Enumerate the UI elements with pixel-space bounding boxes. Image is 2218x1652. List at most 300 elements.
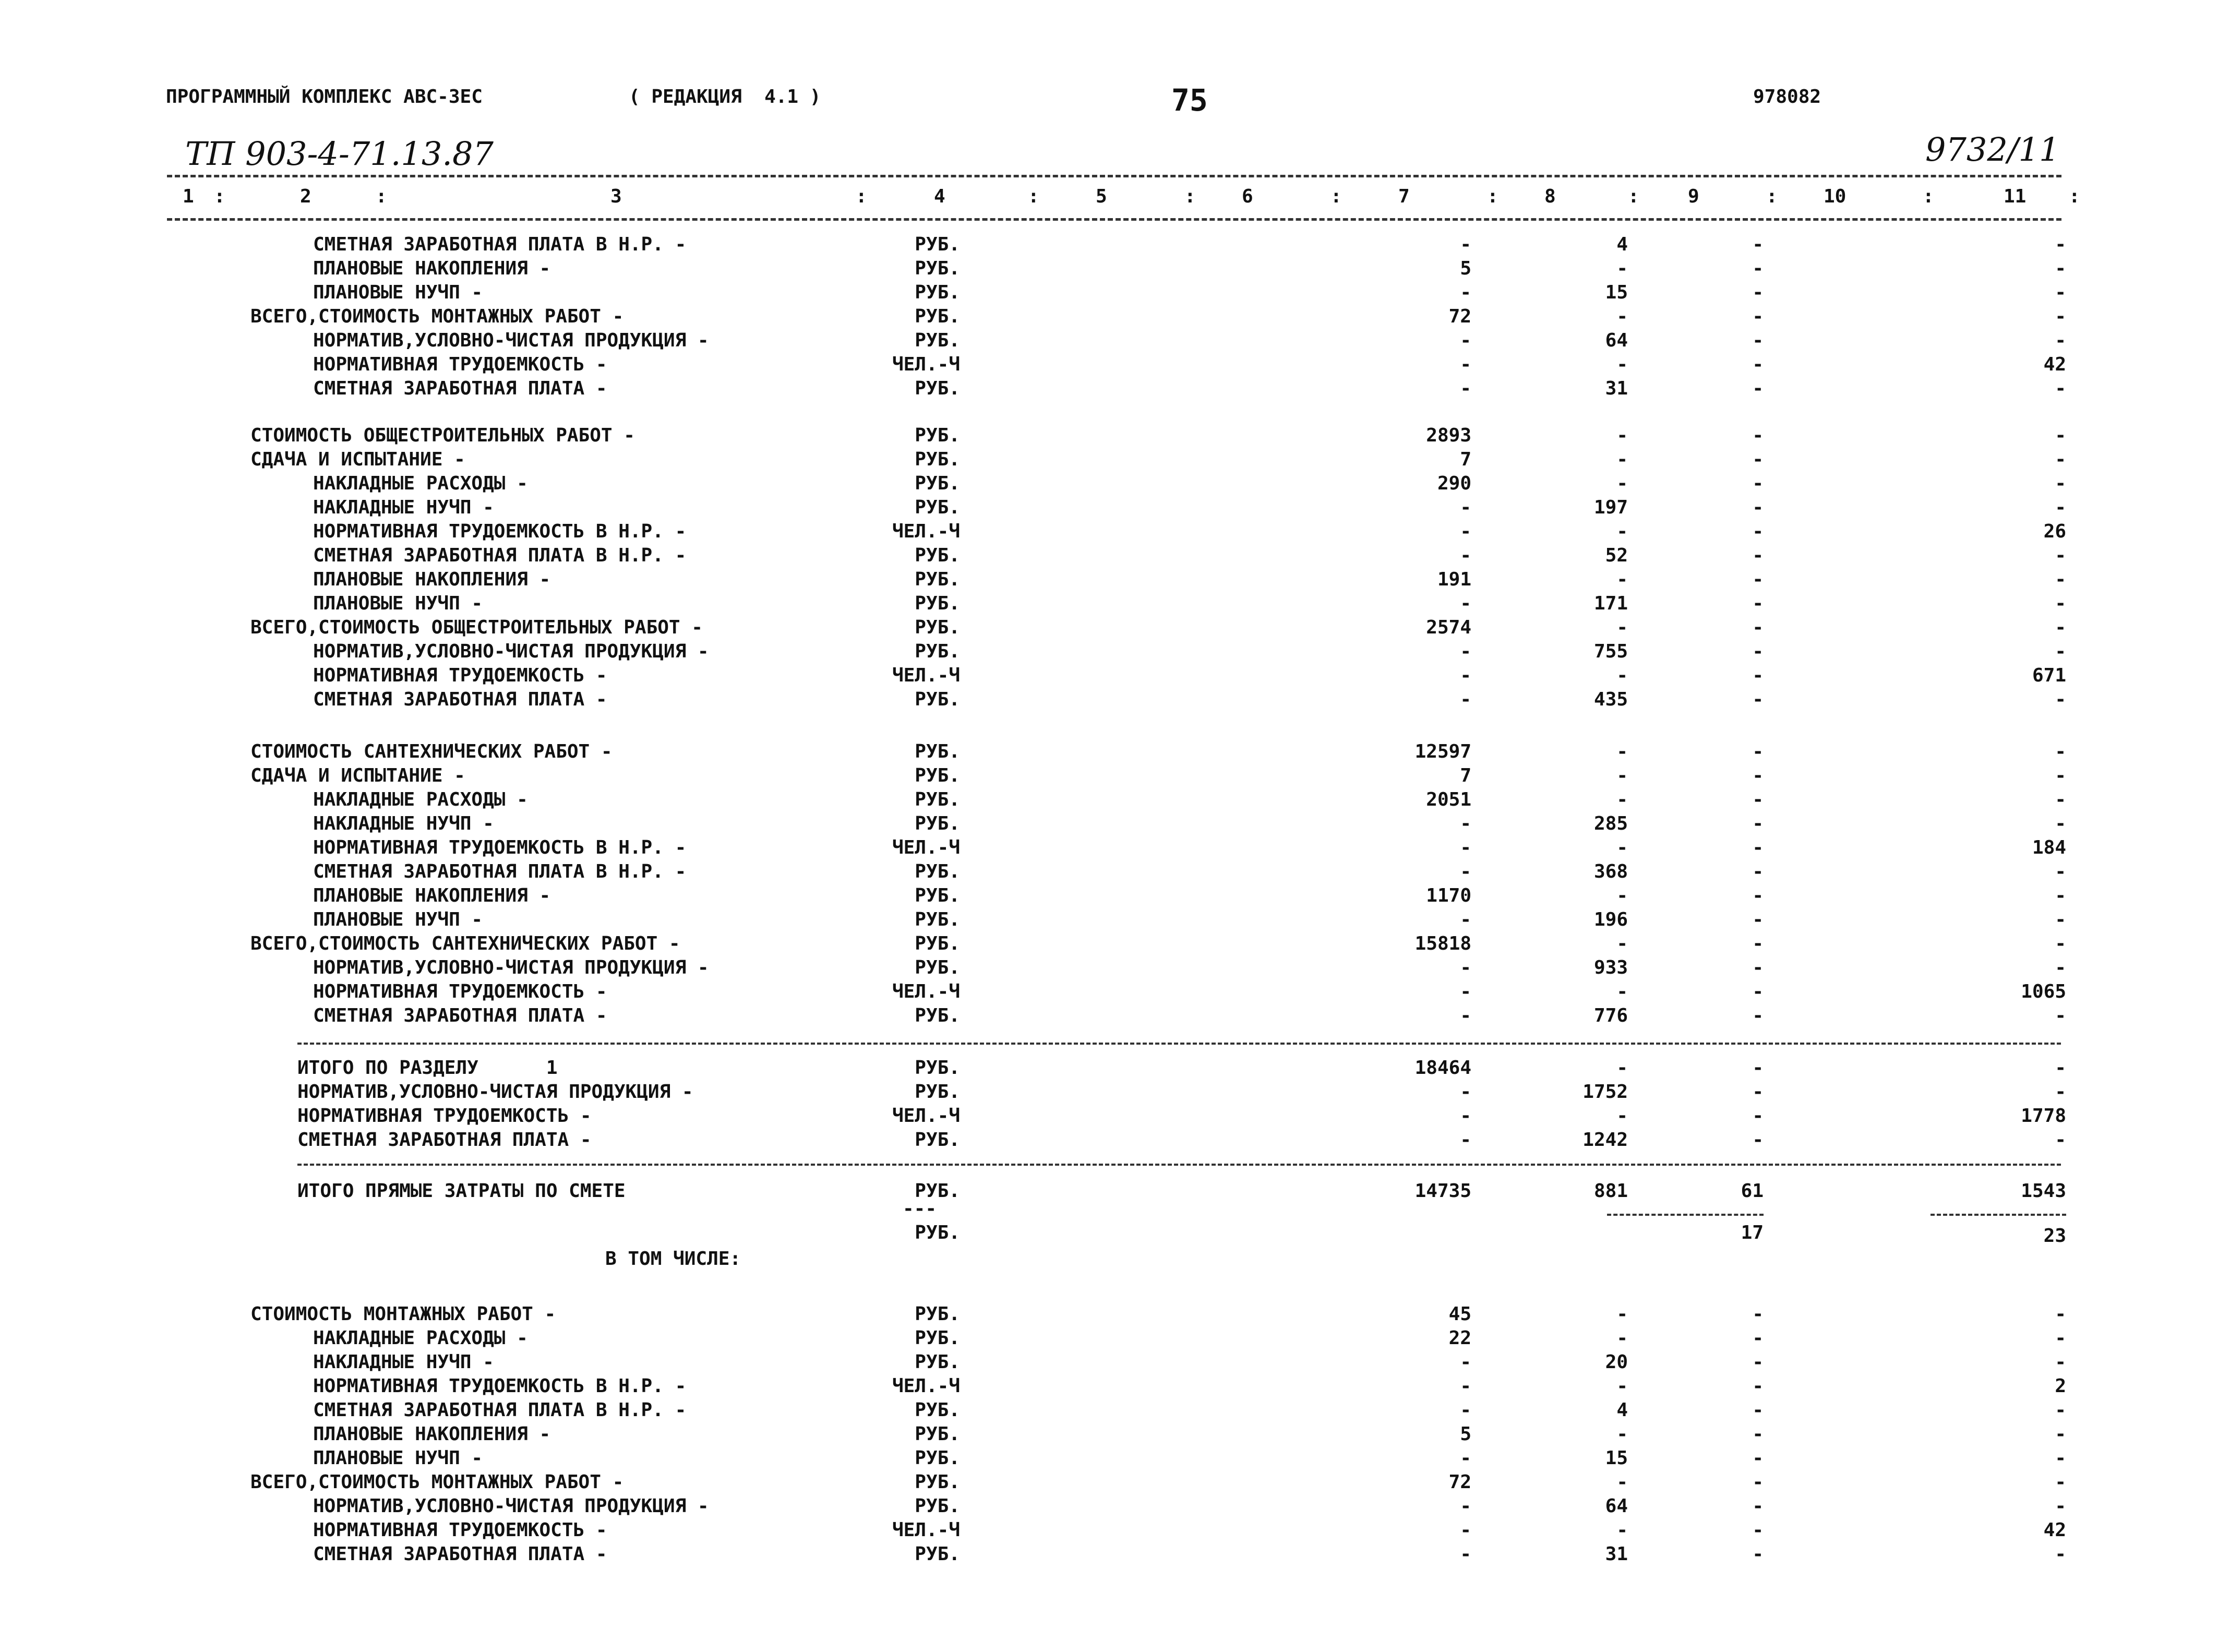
table-row	[0, 329, 2218, 353]
cell-col9: -	[1752, 1081, 1764, 1103]
cell-col7: -	[1460, 1495, 1471, 1517]
cell-col8: -	[1616, 837, 1628, 858]
header-rule-top	[167, 175, 2061, 177]
cell-col8: 197	[1593, 497, 1628, 518]
row-unit: РУБ.	[915, 473, 960, 494]
row-unit: РУБ.	[915, 306, 960, 327]
cell-col8: 368	[1593, 861, 1628, 882]
row-label: ПЛАНОВЫЕ НУЧП -	[313, 282, 483, 303]
cell-col9: -	[1752, 1005, 1764, 1026]
table-row	[0, 1080, 2218, 1104]
row-label: СМЕТНАЯ ЗАРАБОТНАЯ ПЛАТА -	[313, 1543, 607, 1565]
cell-col7: -	[1460, 1129, 1471, 1151]
cell-col9: -	[1752, 789, 1764, 810]
cell-col8: 52	[1605, 545, 1628, 566]
table-row	[0, 836, 2218, 860]
row-unit: РУБ.	[915, 1303, 960, 1325]
table-row	[0, 1004, 2218, 1028]
cell-col7: 1170	[1426, 885, 1471, 906]
cell-col8: -	[1616, 1303, 1628, 1325]
cell-col7: 18464	[1414, 1057, 1471, 1079]
row-unit: РУБ.	[915, 1081, 960, 1103]
row-unit: РУБ.	[915, 933, 960, 954]
row-label: ВСЕГО,СТОИМОСТЬ САНТЕХНИЧЕСКИХ РАБОТ -	[250, 933, 680, 954]
cell-col11: -	[2055, 813, 2066, 834]
cell-col7: -	[1460, 689, 1471, 710]
cell-col9: -	[1752, 1351, 1764, 1373]
cell-col11: -	[2055, 1327, 2066, 1349]
cell-col7: 22	[1448, 1327, 1471, 1349]
table-row	[0, 353, 2218, 377]
column-divider: :	[1330, 186, 1342, 207]
row-unit: РУБ.	[915, 330, 960, 351]
row-unit: РУБ.	[915, 1005, 960, 1026]
table-row	[0, 544, 2218, 568]
cell-col11: 26	[2043, 521, 2066, 542]
cell-col9: -	[1752, 282, 1764, 303]
row-unit: ЧЕЛ.-Ч	[892, 354, 960, 375]
row-unit: РУБ.	[915, 1399, 960, 1421]
cell-col11: -	[2055, 641, 2066, 662]
cell-col7: -	[1460, 1399, 1471, 1421]
row-label: ПЛАНОВЫЕ НУЧП -	[313, 1447, 483, 1469]
cell-col7: 7	[1460, 765, 1471, 786]
column-number: 6	[1242, 186, 1253, 207]
row-label: НАКЛАДНЫЕ НУЧП -	[313, 497, 494, 518]
cell-col7: -	[1460, 957, 1471, 978]
cell-col8: -	[1616, 1519, 1628, 1541]
document-code: 978082	[1753, 86, 1821, 107]
cell-col7: 5	[1460, 258, 1471, 279]
table-row	[0, 932, 2218, 956]
table-row	[0, 1104, 2218, 1128]
table-row	[0, 740, 2218, 764]
cell-col11: -	[2055, 378, 2066, 399]
cell-col7: -	[1460, 837, 1471, 858]
row-unit: РУБ.	[915, 789, 960, 810]
cell-col11: -	[2055, 1081, 2066, 1103]
row-unit: РУБ.	[915, 258, 960, 279]
cell-col7: -	[1460, 354, 1471, 375]
cell-col9: -	[1752, 378, 1764, 399]
col11-rule	[1931, 1214, 2066, 1216]
page-number: 75	[1171, 82, 1208, 118]
cell-col7: 2893	[1426, 425, 1471, 446]
cell-col11: -	[2055, 330, 2066, 351]
cell-col9: -	[1752, 641, 1764, 662]
table-row	[0, 908, 2218, 932]
cell-col11: -	[2055, 425, 2066, 446]
row-label: СМЕТНАЯ ЗАРАБОТНАЯ ПЛАТА В Н.Р. -	[313, 861, 687, 882]
cell-col8: -	[1616, 473, 1628, 494]
table-row	[0, 616, 2218, 640]
table-row	[0, 305, 2218, 329]
cell-col11: -	[2055, 258, 2066, 279]
cell-col7: -	[1460, 378, 1471, 399]
row-label: СМЕТНАЯ ЗАРАБОТНАЯ ПЛАТА -	[297, 1129, 592, 1151]
cell-col8: -	[1616, 1375, 1628, 1397]
row-unit: РУБ.	[915, 1471, 960, 1493]
cell-col8: 4	[1616, 1399, 1628, 1421]
cell-col9: -	[1752, 1129, 1764, 1151]
cell-col8: -	[1616, 1327, 1628, 1349]
row-label: НОРМАТИВНАЯ ТРУДОЕМКОСТЬ В Н.Р. -	[313, 837, 687, 858]
cell-col8: -	[1616, 665, 1628, 686]
cell-col9: -	[1752, 765, 1764, 786]
direct-costs-col7: 14735	[1414, 1180, 1471, 1202]
cell-col11: -	[2055, 1471, 2066, 1493]
cell-col8: 15	[1605, 1447, 1628, 1469]
table-row	[0, 640, 2218, 664]
cell-col7: 191	[1437, 569, 1471, 590]
cell-col7: -	[1460, 1543, 1471, 1565]
row-label: СТОИМОСТЬ САНТЕХНИЧЕСКИХ РАБОТ -	[250, 741, 613, 762]
section-separator	[297, 1043, 2061, 1045]
cell-col7: -	[1460, 545, 1471, 566]
cell-col8: -	[1616, 1105, 1628, 1127]
row-label: НАКЛАДНЫЕ НУЧП -	[313, 813, 494, 834]
row-unit: РУБ.	[915, 1543, 960, 1565]
column-divider: :	[1766, 186, 1778, 207]
row-label: ПЛАНОВЫЕ НУЧП -	[313, 909, 483, 930]
program-name: ПРОГРАММНЫЙ КОМПЛЕКС АВС-3ЕС	[166, 86, 483, 107]
row-label: СДАЧА И ИСПЫТАНИЕ -	[250, 449, 465, 470]
cell-col9: -	[1752, 1471, 1764, 1493]
table-row	[0, 860, 2218, 884]
column-divider: :	[1923, 186, 1934, 207]
cell-col9: -	[1752, 473, 1764, 494]
cell-col11: -	[2055, 569, 2066, 590]
table-row	[0, 472, 2218, 496]
cell-col11: -	[2055, 1303, 2066, 1325]
cell-col8: 776	[1593, 1005, 1628, 1026]
sheet-number: 9732/11	[1925, 130, 2060, 169]
table-row	[0, 281, 2218, 305]
cell-col9: -	[1752, 689, 1764, 710]
cell-col8: -	[1616, 425, 1628, 446]
cell-col7: 72	[1448, 306, 1471, 327]
row-label: СТОИМОСТЬ ОБЩЕСТРОИТЕЛЬНЫХ РАБОТ -	[250, 425, 635, 446]
cell-col9: -	[1752, 1543, 1764, 1565]
row-label: ВСЕГО,СТОИМОСТЬ МОНТАЖНЫХ РАБОТ -	[250, 1471, 624, 1493]
cell-col8: 285	[1593, 813, 1628, 834]
cell-col8: -	[1616, 1471, 1628, 1493]
including-heading: В ТОМ ЧИСЛЕ:	[605, 1248, 741, 1270]
row-unit: РУБ.	[915, 1423, 960, 1445]
cell-col7: -	[1460, 330, 1471, 351]
cell-col7: -	[1460, 665, 1471, 686]
cell-col11: -	[2055, 473, 2066, 494]
cell-col11: -	[2055, 957, 2066, 978]
cell-col9: -	[1752, 1303, 1764, 1325]
row-unit: РУБ.	[915, 909, 960, 930]
cell-col11: -	[2055, 741, 2066, 762]
table-row	[0, 568, 2218, 592]
row-label: СМЕТНАЯ ЗАРАБОТНАЯ ПЛАТА В Н.Р. -	[313, 1399, 687, 1421]
cell-col8: -	[1616, 981, 1628, 1002]
row-unit: РУБ.	[915, 449, 960, 470]
cell-col8: 196	[1593, 909, 1628, 930]
row-label: ИТОГО ПО РАЗДЕЛУ 1	[297, 1057, 558, 1079]
cell-col8: 20	[1605, 1351, 1628, 1373]
column-numbers	[167, 186, 2080, 210]
cell-col11: -	[2055, 1447, 2066, 1469]
cell-col7: 72	[1448, 1471, 1471, 1493]
row-label: НОРМАТИВ,УСЛОВНО-ЧИСТАЯ ПРОДУКЦИЯ -	[313, 1495, 709, 1517]
row-unit: РУБ.	[915, 741, 960, 762]
cell-col11: -	[2055, 789, 2066, 810]
cell-col8: -	[1616, 306, 1628, 327]
cell-col8: 31	[1605, 378, 1628, 399]
cell-col9: -	[1752, 1399, 1764, 1421]
row-label: НАКЛАДНЫЕ РАСХОДЫ -	[313, 473, 528, 494]
table-row	[0, 1398, 2218, 1422]
row-unit: РУБ.	[915, 641, 960, 662]
cell-col7: -	[1460, 813, 1471, 834]
row-unit: РУБ.	[915, 617, 960, 638]
cell-col8: 4	[1616, 234, 1628, 255]
cell-col9: -	[1752, 1105, 1764, 1127]
cell-col9: -	[1752, 1519, 1764, 1541]
cell-col9: -	[1752, 258, 1764, 279]
column-number: 10	[1824, 186, 1847, 207]
row-unit: ЧЕЛ.-Ч	[892, 981, 960, 1002]
row-unit: РУБ.	[915, 1057, 960, 1079]
table-row	[0, 1350, 2218, 1374]
row-unit: РУБ.	[915, 234, 960, 255]
cell-col7: -	[1460, 282, 1471, 303]
table-row	[0, 688, 2218, 712]
cell-col9: -	[1752, 909, 1764, 930]
row-unit: ЧЕЛ.-Ч	[892, 665, 960, 686]
row-unit: РУБ.	[915, 1447, 960, 1469]
column-divider: :	[856, 186, 867, 207]
row-label: НАКЛАДНЫЕ НУЧП -	[313, 1351, 494, 1373]
cell-col7: 290	[1437, 473, 1471, 494]
table-row	[0, 788, 2218, 812]
row-label: СТОИМОСТЬ МОНТАЖНЫХ РАБОТ -	[250, 1303, 556, 1325]
row-unit: РУБ.	[915, 1351, 960, 1373]
table-row	[0, 1422, 2218, 1446]
cell-col7: 12597	[1414, 741, 1471, 762]
cell-col9: -	[1752, 861, 1764, 882]
table-row	[0, 1542, 2218, 1566]
cell-col11: -	[2055, 449, 2066, 470]
row-label: НОРМАТИВНАЯ ТРУДОЕМКОСТЬ -	[297, 1105, 592, 1127]
column-divider: :	[376, 186, 387, 207]
cell-col8: -	[1616, 1057, 1628, 1079]
row-label: ПЛАНОВЫЕ НАКОПЛЕНИЯ -	[313, 1423, 551, 1445]
cell-col7: -	[1460, 981, 1471, 1002]
row-label: НОРМАТИВ,УСЛОВНО-ЧИСТАЯ ПРОДУКЦИЯ -	[297, 1081, 693, 1103]
row-unit: РУБ.	[915, 1495, 960, 1517]
cell-col8: -	[1616, 354, 1628, 375]
column-number: 4	[934, 186, 945, 207]
row-unit: РУБ.	[915, 497, 960, 518]
cell-col7: 7	[1460, 449, 1471, 470]
cell-col11: -	[2055, 1129, 2066, 1151]
cell-col11: -	[2055, 617, 2066, 638]
row-label: ВСЕГО,СТОИМОСТЬ МОНТАЖНЫХ РАБОТ -	[250, 306, 624, 327]
cell-col7: -	[1460, 641, 1471, 662]
table-row	[0, 1056, 2218, 1080]
column-number: 3	[610, 186, 622, 207]
row-unit: РУБ.	[915, 957, 960, 978]
cell-col11: -	[2055, 1543, 2066, 1565]
table-row	[0, 377, 2218, 401]
cell-col9: -	[1752, 1447, 1764, 1469]
cell-col8: -	[1616, 885, 1628, 906]
table-row	[0, 520, 2218, 544]
table-row	[0, 1518, 2218, 1542]
cell-col8: -	[1616, 617, 1628, 638]
row-unit: ЧЕЛ.-Ч	[892, 1105, 960, 1127]
cell-col8: -	[1616, 258, 1628, 279]
table-row	[0, 956, 2218, 980]
cell-col7: 45	[1448, 1303, 1471, 1325]
cell-col8: 171	[1593, 593, 1628, 614]
column-divider: :	[1184, 186, 1196, 207]
cell-col8: -	[1616, 1423, 1628, 1445]
cell-col9: -	[1752, 981, 1764, 1002]
table-row	[0, 592, 2218, 616]
cell-col9: -	[1752, 330, 1764, 351]
cell-col11: 42	[2043, 1519, 2066, 1541]
cell-col8: 1752	[1582, 1081, 1628, 1103]
table-row	[0, 664, 2218, 688]
cell-col7: 2574	[1426, 617, 1471, 638]
cell-col9: -	[1752, 234, 1764, 255]
cell-col11: -	[2055, 545, 2066, 566]
row-label: НОРМАТИВ,УСЛОВНО-ЧИСТАЯ ПРОДУКЦИЯ -	[313, 641, 709, 662]
row-unit: РУБ.	[915, 861, 960, 882]
cell-col9: -	[1752, 1423, 1764, 1445]
cell-col11: -	[2055, 885, 2066, 906]
cell-col8: 64	[1605, 1495, 1628, 1517]
table-row	[0, 812, 2218, 836]
project-number: ТП 903-4-71.13.87	[185, 135, 494, 173]
revision-label: ( РЕДАКЦИЯ 4.1 )	[629, 86, 821, 107]
row-label: НОРМАТИВНАЯ ТРУДОЕМКОСТЬ В Н.Р. -	[313, 1375, 687, 1397]
row-unit: ЧЕЛ.-Ч	[892, 1519, 960, 1541]
cell-col9: -	[1752, 1057, 1764, 1079]
direct-costs-row	[0, 1179, 2218, 1203]
cell-col8: 64	[1605, 330, 1628, 351]
cell-col9: -	[1752, 813, 1764, 834]
column-number: 1	[183, 186, 194, 207]
cell-col7: -	[1460, 1351, 1471, 1373]
cell-col7: -	[1460, 861, 1471, 882]
column-divider: :	[1628, 186, 1639, 207]
cell-col11: 42	[2043, 354, 2066, 375]
cell-col9: -	[1752, 306, 1764, 327]
cell-col9: -	[1752, 617, 1764, 638]
cell-col8: 933	[1593, 957, 1628, 978]
cell-col7: -	[1460, 909, 1471, 930]
column-number: 11	[2004, 186, 2027, 207]
row-unit: РУБ.	[915, 689, 960, 710]
cell-col11: -	[2055, 909, 2066, 930]
row-label: СМЕТНАЯ ЗАРАБОТНАЯ ПЛАТА -	[313, 689, 607, 710]
cell-col9: -	[1752, 885, 1764, 906]
cell-col7: -	[1460, 1105, 1471, 1127]
col9-rule	[1607, 1214, 1764, 1216]
cell-col9: -	[1752, 449, 1764, 470]
column-number: 5	[1096, 186, 1107, 207]
cell-col8: 435	[1593, 689, 1628, 710]
row-unit: РУБ.	[915, 813, 960, 834]
cell-col11: -	[2055, 689, 2066, 710]
row-label: НОРМАТИВ,УСЛОВНО-ЧИСТАЯ ПРОДУКЦИЯ -	[313, 330, 709, 351]
cell-col8: -	[1616, 765, 1628, 786]
row-unit: ЧЕЛ.-Ч	[892, 1375, 960, 1397]
cell-col11: -	[2055, 1423, 2066, 1445]
row-unit: ЧЕЛ.-Ч	[892, 837, 960, 858]
cell-col11: 1065	[2021, 981, 2066, 1002]
cell-col11: -	[2055, 306, 2066, 327]
cell-col9: -	[1752, 933, 1764, 954]
row-unit: РУБ.	[915, 569, 960, 590]
cell-col11: -	[2055, 1351, 2066, 1373]
row-unit: РУБ.	[915, 282, 960, 303]
table-row	[0, 1326, 2218, 1350]
cell-col11: 184	[2032, 837, 2066, 858]
table-row	[0, 257, 2218, 281]
cell-col9: -	[1752, 957, 1764, 978]
cell-col11: -	[2055, 1005, 2066, 1026]
row-label: СМЕТНАЯ ЗАРАБОТНАЯ ПЛАТА В Н.Р. -	[313, 545, 687, 566]
cell-col9: -	[1752, 545, 1764, 566]
table-row	[0, 1374, 2218, 1398]
row-label: НАКЛАДНЫЕ РАСХОДЫ -	[313, 789, 528, 810]
cell-col8: -	[1616, 521, 1628, 542]
table-row	[0, 1128, 2218, 1152]
table-row	[0, 884, 2218, 908]
table-row	[0, 1470, 2218, 1494]
row-label: ПЛАНОВЫЕ НУЧП -	[313, 593, 483, 614]
cell-col11: -	[2055, 497, 2066, 518]
cell-col7: -	[1460, 593, 1471, 614]
table-row	[0, 980, 2218, 1004]
cell-col9: -	[1752, 1375, 1764, 1397]
column-divider: :	[2069, 186, 2080, 207]
direct-costs-col9: 61	[1741, 1180, 1764, 1202]
row-label: ПЛАНОВЫЕ НАКОПЛЕНИЯ -	[313, 569, 551, 590]
cell-col11: -	[2055, 861, 2066, 882]
column-divider: :	[1487, 186, 1498, 207]
cell-col7: -	[1460, 1081, 1471, 1103]
direct-costs-label: ИТОГО ПРЯМЫЕ ЗАТРАТЫ ПО СМЕТЕ	[297, 1180, 626, 1202]
cell-col9: -	[1752, 837, 1764, 858]
row-unit: РУБ.	[915, 765, 960, 786]
cell-col9: -	[1752, 1327, 1764, 1349]
cell-col7: -	[1460, 1005, 1471, 1026]
row-label: ВСЕГО,СТОИМОСТЬ ОБЩЕСТРОИТЕЛЬНЫХ РАБОТ -	[250, 617, 703, 638]
header-rule-bottom	[167, 218, 2061, 221]
totals-separator	[297, 1164, 2061, 1166]
table-row	[0, 1494, 2218, 1518]
cell-col7: 5	[1460, 1423, 1471, 1445]
cell-col7: 2051	[1426, 789, 1471, 810]
cell-col9: -	[1752, 593, 1764, 614]
row-unit: РУБ.	[915, 593, 960, 614]
cell-col7: -	[1460, 234, 1471, 255]
cell-col9: -	[1752, 425, 1764, 446]
table-row	[0, 764, 2218, 788]
column-divider: :	[214, 186, 225, 207]
row-label: ПЛАНОВЫЕ НАКОПЛЕНИЯ -	[313, 885, 551, 906]
row-label: СДАЧА И ИСПЫТАНИЕ -	[250, 765, 465, 786]
